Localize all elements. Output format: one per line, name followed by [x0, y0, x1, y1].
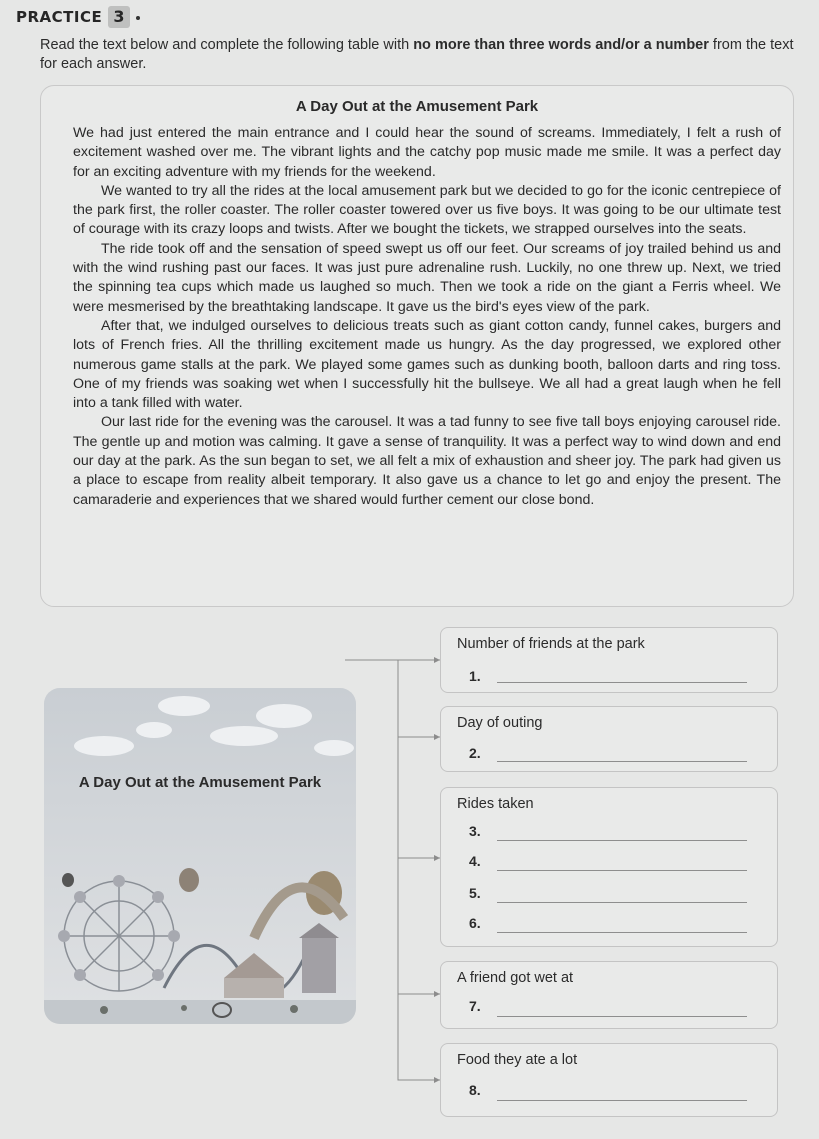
- instructions-pre: Read the text below and complete the following table with: [40, 37, 414, 53]
- answer-line-1[interactable]: [497, 682, 747, 683]
- answer-box-food: [440, 1043, 778, 1117]
- answer-line-3[interactable]: [497, 840, 747, 841]
- answer-box-day: [440, 706, 778, 772]
- item-number: 5.: [469, 885, 481, 901]
- amusement-park-icon: [44, 688, 356, 1024]
- box-label: Number of friends at the park: [457, 636, 645, 652]
- paragraph: Our last ride for the evening was the carousel. It was a tad funny to see five tall boys enjoying carousel ride. The gentle up and motion was calming. It gave a sense of tranquility. It was a perfect way to wind down and end our day at the park. As the sun began to set, we all felt a mix of exhaustion and sheer joy. The park had given us a place to escape from reality albeit temporary. It also gave us a chance to let go and enjoy the present. The camaraderie and experiences that we shared would further cement our close bond.: [73, 414, 781, 508]
- paragraph: The ride took off and the sensation of speed swept us off our feet. Our screams of joy trailed behind us and with the wind rushing past our faces. It was just pure adrenaline rush. Luckily, no one threw up. Next, we tried the spinning tea cups which made us laughed so much. Then we took a ride on the giant a Ferris wheel. We were mesmerised by the breathtaking landscape. It gave us the bird's eyes view of the park.: [73, 240, 781, 315]
- box-label: Food they ate a lot: [457, 1052, 578, 1068]
- practice-label: PRACTICE: [16, 8, 103, 26]
- answer-box-rides: [440, 787, 778, 947]
- box-label: Day of outing: [457, 715, 543, 731]
- box-label: A friend got wet at: [457, 970, 574, 986]
- paragraph: We had just entered the main entrance and I could hear the sound of screams. Immediately, I felt a rush of excitement washed over me. The vibrant lights and the catchy pop music made me smile. It was a perfect day for an exciting adventure with my friends for the weekend.: [73, 125, 781, 180]
- answer-line-5[interactable]: [497, 902, 747, 903]
- answer-line-8[interactable]: [497, 1100, 747, 1101]
- answer-box-wet: [440, 961, 778, 1029]
- item-number: 3.: [469, 823, 481, 839]
- answer-line-4[interactable]: [497, 870, 747, 871]
- answer-line-6[interactable]: [497, 932, 747, 933]
- item-number: 1.: [469, 668, 481, 684]
- box-label: Rides taken: [457, 796, 534, 812]
- instructions-post: from the text for each answer.: [40, 37, 794, 72]
- answer-line-2[interactable]: [497, 761, 747, 762]
- practice-number: 3: [108, 6, 130, 28]
- answer-box-friends: [440, 627, 778, 693]
- amusement-park-illustration: [44, 688, 356, 1024]
- passage-title: A Day Out at the Amusement Park: [295, 98, 539, 115]
- paragraph: We wanted to try all the rides at the local amusement park but we decided to go for the iconic centrepiece of the park first, the roller coaster. The roller coaster towered over us five boys. It was going to be our ultimate test of courage with its crazy loops and twists. After we bought the tickets, we strapped ourselves into the seats.: [73, 182, 781, 238]
- item-number: 8.: [469, 1082, 481, 1098]
- item-number: 6.: [469, 915, 481, 931]
- paragraph: After that, we indulged ourselves to delicious treats such as giant cotton candy, funnel cakes, burgers and lots of French fries. All the thrilling excitement made us hungry. As the day progressed, we explored other numerous game stalls at the park. We played some games such as dunking booth, balloon darts and ring toss. One of my friends was soaking wet when I successfully hit the bullseye. We all had a great laugh when he fell into a tank filled with water.: [73, 317, 781, 412]
- picture-title: A Day Out at the Amusement Park: [78, 774, 322, 791]
- answer-line-7[interactable]: [497, 1016, 747, 1017]
- item-number: 4.: [469, 853, 481, 869]
- item-number: 2.: [469, 745, 481, 761]
- item-number: 7.: [469, 998, 481, 1014]
- instructions-bold: no more than three words and/or a number: [413, 37, 709, 53]
